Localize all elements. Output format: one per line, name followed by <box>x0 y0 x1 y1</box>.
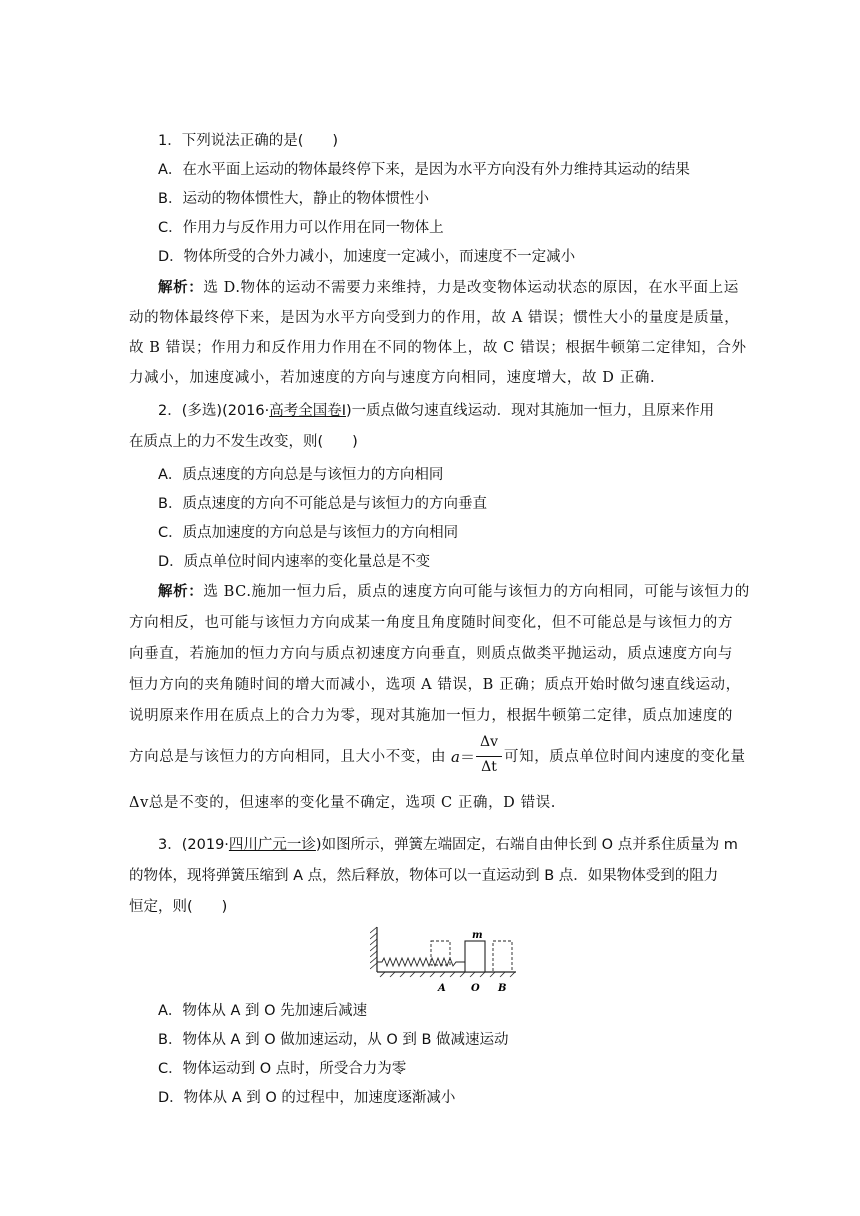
q3-stem-line-2: 的物体，现将弹簧压缩到 A 点，然后释放，物体可以一直运动到 B 点．如果物体受到的阻力 <box>129 868 719 884</box>
q2-analysis-line-5: 说明原来作用在质点上的合力为零，现对其施加一恒力，根据牛顿第二定律，质点加速度的 <box>129 708 733 724</box>
q2-analysis-label: 解析： <box>158 583 204 600</box>
mass-block <box>465 941 485 972</box>
q3-option-c: C．物体运动到 O 点时，所受合力为零 <box>158 1061 407 1077</box>
mass-label: m <box>472 930 483 941</box>
point-o-label: O <box>471 983 480 994</box>
q1-analysis-line-2: 动的物体最终停下来，是因为水平方向受到力的作用，故 A 错误；惯性大小的量度是质量， <box>129 310 740 326</box>
spring <box>377 958 465 966</box>
q2-source-link[interactable]: 高考全国卷Ⅰ <box>269 403 347 419</box>
q3-option-a: A．物体从 A 到 O 先加速后减速 <box>158 1003 368 1019</box>
q2-formula-lhs <box>451 747 475 767</box>
q1-stem: 1．下列说法正确的是( ) <box>158 133 339 149</box>
q1-analysis-line-1 <box>158 278 739 298</box>
q2-analysis-line-2: 方向相反，也可能与该恒力方向成某一角度且角度随时间变化，但不可能总是与该恒力的方 <box>129 615 733 631</box>
q1-analysis-line-3: 故 B 错误；作用力和反作用力作用在不同的物体上，故 C 错误；根据牛顿第二定律知，合外 <box>129 340 747 356</box>
q1-option-d: D．物体所受的合外力减小，加速度一定减小，而速度不一定减小 <box>158 249 576 265</box>
formula-numerator: Δv <box>479 734 499 750</box>
q2-analysis-last: Δv总是不变的，但速率的变化量不确定，选项 C 正确，D 错误. <box>129 795 557 811</box>
q1-option-a: A．在水平面上运动的物体最终停下来，是因为水平方向没有外力维持其运动的结果 <box>158 162 690 178</box>
q2-option-b: B．质点速度的方向不可能总是与该恒力的方向垂直 <box>158 496 487 512</box>
q2-stem <box>158 401 714 421</box>
q2-stem-text: )一质点做匀速直线运动．现对其施加一恒力，且原来作用 <box>346 403 715 419</box>
extended-block-outline <box>493 941 512 972</box>
formula-denominator: Δt <box>481 759 497 775</box>
q2-source-prefix: (2016· <box>222 403 270 419</box>
q2-formula-post: 可知，质点单位时间内速度的变化量 <box>504 749 746 765</box>
q1-option-c: C．作用力与反作用力可以作用在同一物体上 <box>158 220 444 236</box>
q2-option-c: C．质点加速度的方向总是与该恒力的方向相同 <box>158 525 459 541</box>
q3-stem-line-3: 恒定，则( ) <box>129 899 228 915</box>
q2-analysis-line-3: 向垂直，若施加的恒力方向与质点初速度方向垂直，则质点做类平抛运动，质点速度方向与 <box>129 646 733 662</box>
q3-option-b: B．物体从 A 到 O 做加速运动，从 O 到 B 做减速运动 <box>158 1032 509 1048</box>
q2-option-d: D．质点单位时间内速率的变化量总是不变 <box>158 554 431 570</box>
q3-stem-text: )如图所示，弹簧左端固定，右端自由伸长到 O 点并系住质量为 m <box>315 837 738 853</box>
q1-option-b: B．运动的物体惯性大，静止的物体惯性小 <box>158 191 429 207</box>
formula-a: a <box>451 748 460 766</box>
q2-option-a: A．质点速度的方向总是与该恒力的方向相同 <box>158 467 444 483</box>
q3-option-d: D．物体从 A 到 O 的过程中，加速度逐渐减小 <box>158 1090 456 1106</box>
q1-analysis-text: 选 D.物体的运动不需要力来维持，力是改变物体运动状态的原因，在水平面上运 <box>203 280 739 296</box>
formula-equals: ＝ <box>459 748 475 766</box>
floor <box>377 972 516 977</box>
q1-analysis-label: 解析： <box>158 279 204 296</box>
q3-source-prefix: (2019· <box>181 837 229 853</box>
formula-fraction-bar <box>476 756 502 757</box>
spring-block-figure <box>370 925 520 995</box>
q2-stem-line-2: 在质点上的力不发生改变，则( ) <box>129 434 358 450</box>
q2-analysis-line-1 <box>158 582 750 602</box>
q2-number: 2． <box>158 403 182 419</box>
q2-tag: (多选) <box>181 403 223 419</box>
q2-analysis-line-4: 恒力方向的夹角随时间的增大而减小，选项 A 错误，B 正确；质点开始时做匀速直线运动， <box>129 677 741 693</box>
point-a-label: A <box>438 983 446 994</box>
point-b-label: B <box>498 983 507 994</box>
q2-analysis-text: 选 BC.施加一恒力后，质点的速度方向可能与该恒力的方向相同，可能与该恒力的 <box>203 584 750 600</box>
q1-analysis-line-4: 力减小，加速度减小，若加速度的方向与速度方向相同，速度增大，故 D 正确. <box>129 370 656 386</box>
q3-source-link[interactable]: 四川广元一诊 <box>228 837 316 853</box>
q3-stem <box>158 835 738 855</box>
wall <box>370 927 377 972</box>
q2-formula-pre: 方向总是与该恒力的方向相同，且大小不变，由 <box>129 749 447 765</box>
q3-number: 3． <box>158 837 182 853</box>
compressed-block-outline <box>431 941 450 965</box>
